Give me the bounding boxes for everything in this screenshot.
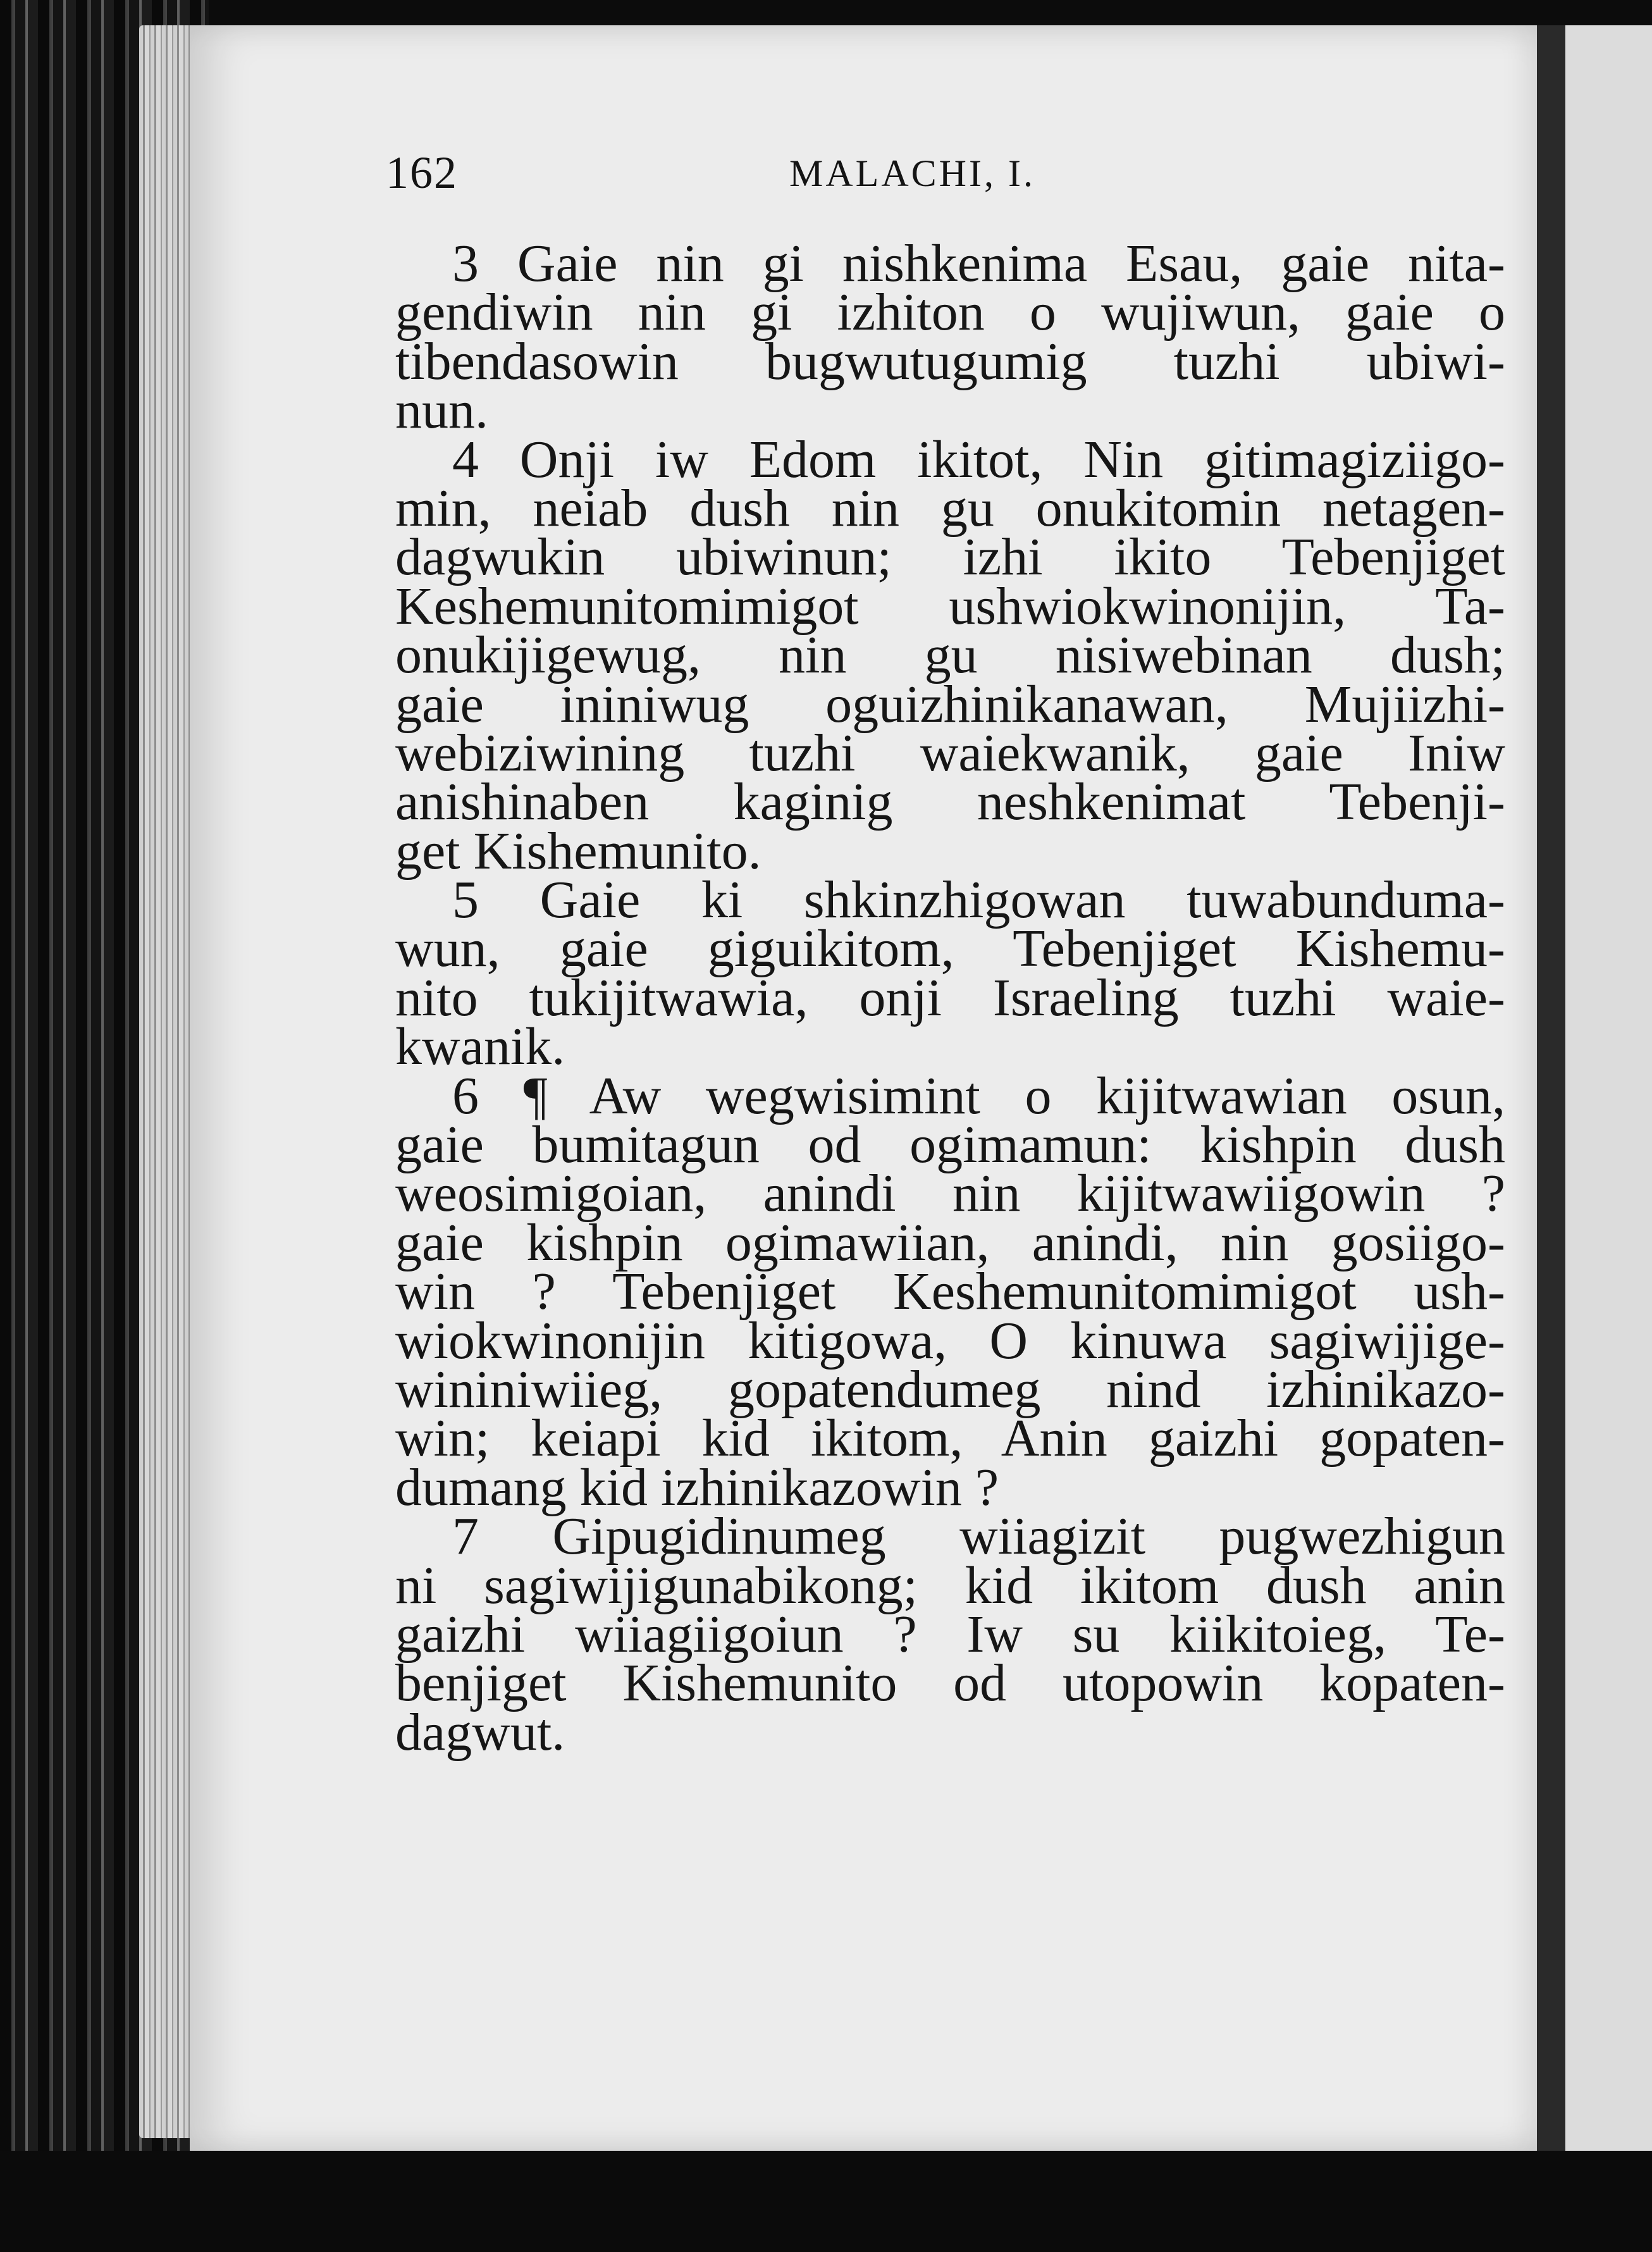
facing-page-edge (1565, 25, 1652, 2151)
text-line: 7 Gipugidinumeg wiiagizit pugwezhigun (452, 1507, 1505, 1566)
text-line: gaie bumitagun od ogimamun: kishpin dush (395, 1115, 1505, 1175)
text-line: win; keiapi kid ikitom, Anin gaizhi gopaten- (395, 1409, 1505, 1468)
text-line: dagwut. (395, 1702, 565, 1762)
text-line: nito tukijitwawia, onji Israeling tuzhi waie- (395, 968, 1505, 1027)
text-line: 3 Gaie nin gi nishkenima Esau, gaie nita- (452, 234, 1505, 293)
page-number: 162 (386, 147, 458, 198)
text-line: gaie kishpin ogimawiian, anindi, nin gosiigo- (395, 1213, 1505, 1272)
text-line: nun. (395, 381, 488, 440)
text-line: weosimigoian, anindi nin kijitwawiigowin ? (395, 1164, 1505, 1223)
text-line: gendiwin nin gi izhiton o wujiwun, gaie o (395, 283, 1505, 342)
text-line: dumang kid izhinikazowin ? (395, 1457, 999, 1517)
text-line: onukijigewug, nin gu nisiwebinan dush; (395, 626, 1505, 685)
binding-edge (1537, 25, 1565, 2151)
text-line: Keshemunitomimigot ushwiokwinonijin, Ta- (395, 576, 1505, 636)
bottom-margin (0, 2151, 1652, 2252)
text-line: 6 ¶ Aw wegwisimint o kijitwawian osun, (452, 1066, 1505, 1125)
text-line: win ? Tebenjiget Keshemunitomimigot ush- (395, 1262, 1505, 1321)
text-line: gaie ininiwug oguizhinikanawan, Mujiizhi- (395, 674, 1505, 734)
text-line: wiokwinonijin kitigowa, O kinuwa sagiwijige- (395, 1311, 1505, 1370)
text-line: kwanik. (395, 1017, 565, 1077)
running-head: MALACHI, I. (789, 152, 1035, 194)
text-line: tibendasowin bugwutugumig tuzhi ubiwi- (395, 331, 1505, 391)
text-line: benjiget Kishemunito od utopowin kopaten- (395, 1654, 1505, 1713)
text-line: wun, gaie giguikitom, Tebenjiget Kishemu- (395, 919, 1505, 979)
text-line: get Kishemunito. (395, 821, 761, 881)
text-line: dagwukin ubiwinun; izhi ikito Tebenjiget (395, 528, 1505, 587)
text-body (395, 234, 1505, 1762)
text-line: webiziwining tuzhi waiekwanik, gaie Iniw (395, 723, 1505, 783)
text-line: 4 Onji iw Edom ikitot, Nin gitimagiziigo- (452, 430, 1505, 489)
text-line: 5 Gaie ki shkinzhigowan tuwabunduma- (452, 870, 1505, 930)
text-line: gaizhi wiiagiigoiun ? Iw su kiikitoieg, Te- (395, 1604, 1505, 1664)
text-line: ni sagiwijigunabikong; kid ikitom dush anin (395, 1556, 1505, 1615)
text-line: anishinaben kaginig neshkenimat Tebenji- (395, 772, 1505, 832)
text-line: wininiwiieg, gopatendumeg nind izhinikazo- (395, 1359, 1505, 1419)
text-line: min, neiab dush nin gu onukitomin netagen- (395, 478, 1505, 538)
